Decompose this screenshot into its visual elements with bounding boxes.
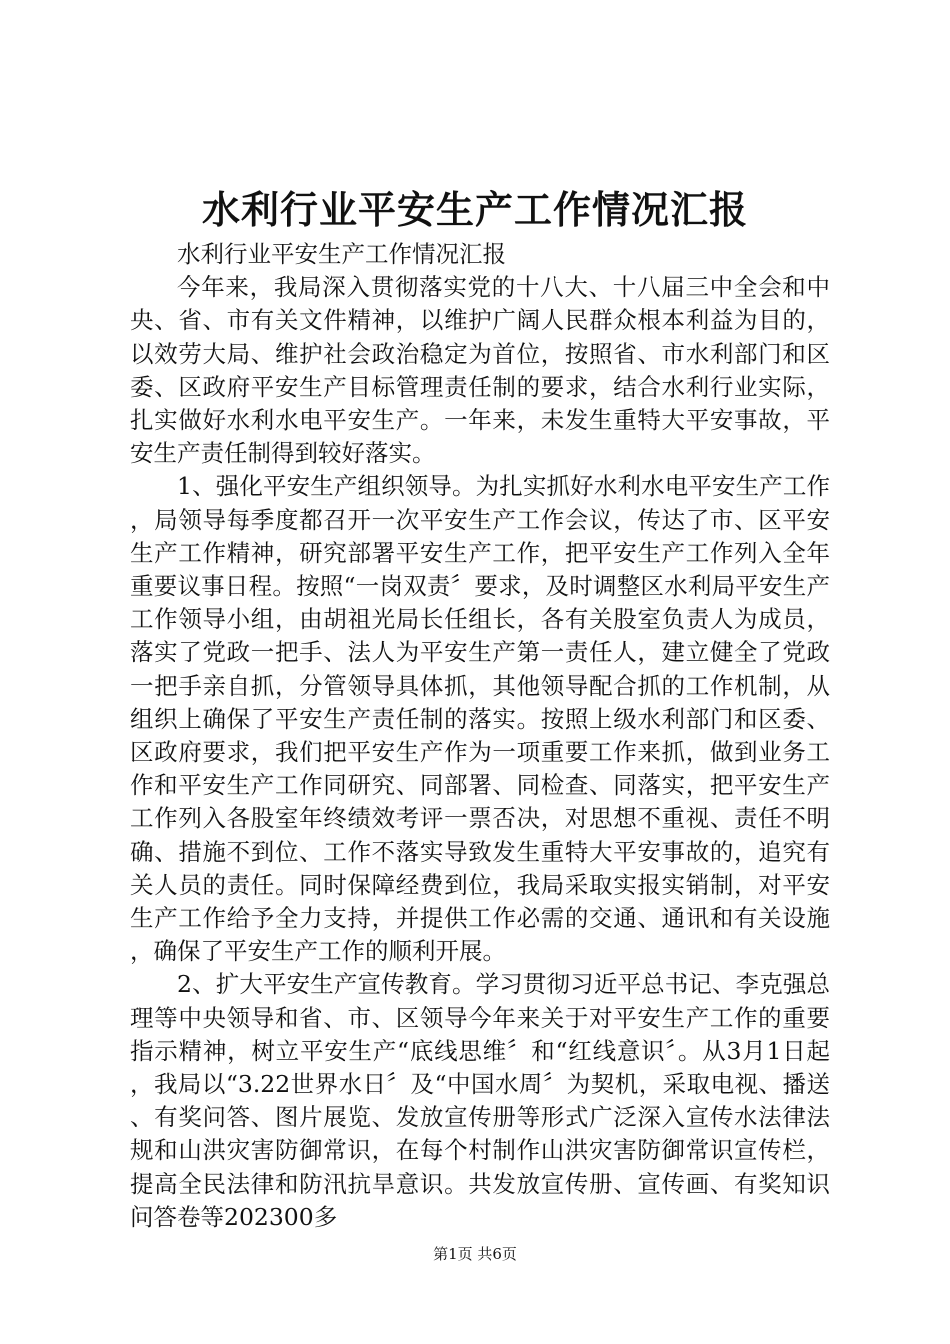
document-body bbox=[130, 238, 830, 1234]
body-paragraph: 2、扩大平安生产宣传教育。学习贯彻习近平总书记、李克强总理等中央领导和省、市、区领导今年来关于对平安生产工作的重要指示精神，树立平安生产“底线思维〞和“红线意识〞。从3月1日起，我局以“3.22世界水日〞及“中国水周〞为契机，采取电视、播送、有奖问答、图片展览、发放宣传册等形式广泛深入宣传水法律法规和山洪灾害防御常识，在每个村制作山洪灾害防御常识宣传栏，提高全民法律和防汛抗旱意识。共发放宣传册、宣传画、有奖知识问答卷等202300多 bbox=[130, 970, 830, 1231]
body-paragraph: 今年来，我局深入贯彻落实党的十八大、十八届三中全会和中央、省、市有关文件精神，以维护广阔人民群众根本利益为目的，以效劳大局、维护社会政治稳定为首位，按照省、市水利部门和区委、区政府平安生产目标管理责任制的要求，结合水利行业实际，扎实做好水利水电平安生产。一年来，未发生重特大平安事故，平安生产责任制得到较好落实。 bbox=[130, 273, 830, 468]
document-title: 水利行业平安生产工作情况汇报 bbox=[201, 187, 748, 232]
body-paragraph: 1、强化平安生产组织领导。为扎实抓好水利水电平安生产工作，局领导每季度都召开一次平安生产工作会议，传达了市、区平安生产工作精神，研究部署平安生产工作，把平安生产工作列入全年重要议事日程。按照“一岗双责〞要求，及时调整区水利局平安生产工作领导小组，由胡祖光局长任组长，各有关股室负责人为成员，落实了党政一把手、法人为平安生产第一责任人，建立健全了党政一把手亲自抓，分管领导具体抓，其他领导配合抓的工作机制，从组织上确保了平安生产责任制的落实。按照上级水利部门和区委、区政府要求，我们把平安生产作为一项重要工作来抓，做到业务工作和平安生产工作同研究、同部署、同检查、同落实，把平安生产工作列入各股室年终绩效考评一票否决，对思想不重视、责任不明确、措施不到位、工作不落实导致发生重特大平安事故的，追究有关人员的责任。同时保障经费到位，我局采取实报实销制，对平安生产工作给予全力支持，并提供工作必需的交通、通讯和有关设施，确保了平安生产工作的顺利开展。 bbox=[130, 472, 830, 966]
body-paragraph: 水利行业平安生产工作情况汇报 bbox=[177, 240, 506, 268]
page-footer: 第1页 共6页 bbox=[433, 1245, 517, 1263]
